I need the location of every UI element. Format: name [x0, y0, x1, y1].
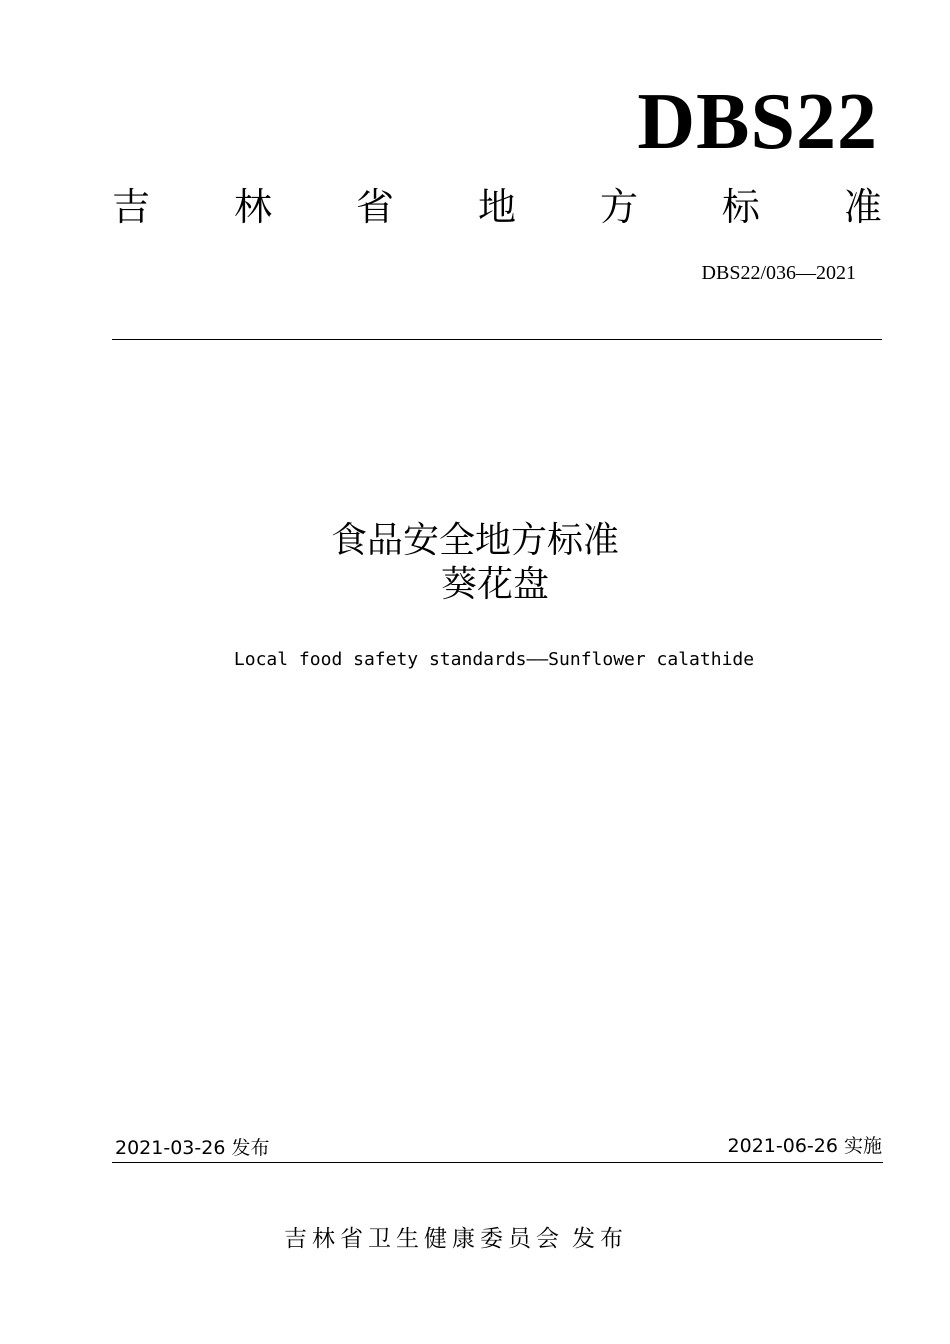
- standard-type-heading: [112, 185, 882, 229]
- standard-type-char: 吉: [112, 185, 151, 229]
- header-divider: [112, 339, 882, 340]
- english-title: Local food safety standards——Sunflower calathide: [233, 649, 755, 670]
- standard-type-char: 方: [599, 185, 638, 229]
- standard-type-char: 准: [843, 185, 882, 229]
- standard-number: DBS22/036—2021: [701, 262, 856, 284]
- implementation-date: 2021-06-26 实施: [727, 1135, 882, 1157]
- footer-divider: [112, 1162, 883, 1163]
- publisher-action: 发布: [572, 1226, 628, 1252]
- standard-type-char: 林: [233, 185, 272, 229]
- standard-code-logo: DBS22: [637, 78, 878, 166]
- document-subtitle: 葵花盘: [440, 564, 549, 605]
- standard-type-char: 标: [721, 185, 760, 229]
- issue-date: 2021-03-26 发布: [115, 1137, 270, 1159]
- standard-type-char: 省: [355, 185, 394, 229]
- standard-type-char: 地: [477, 185, 516, 229]
- document-title: 食品安全地方标准: [330, 520, 619, 561]
- publisher-name: 吉林省卫生健康委员会: [284, 1226, 564, 1252]
- publisher-line: [284, 1226, 628, 1254]
